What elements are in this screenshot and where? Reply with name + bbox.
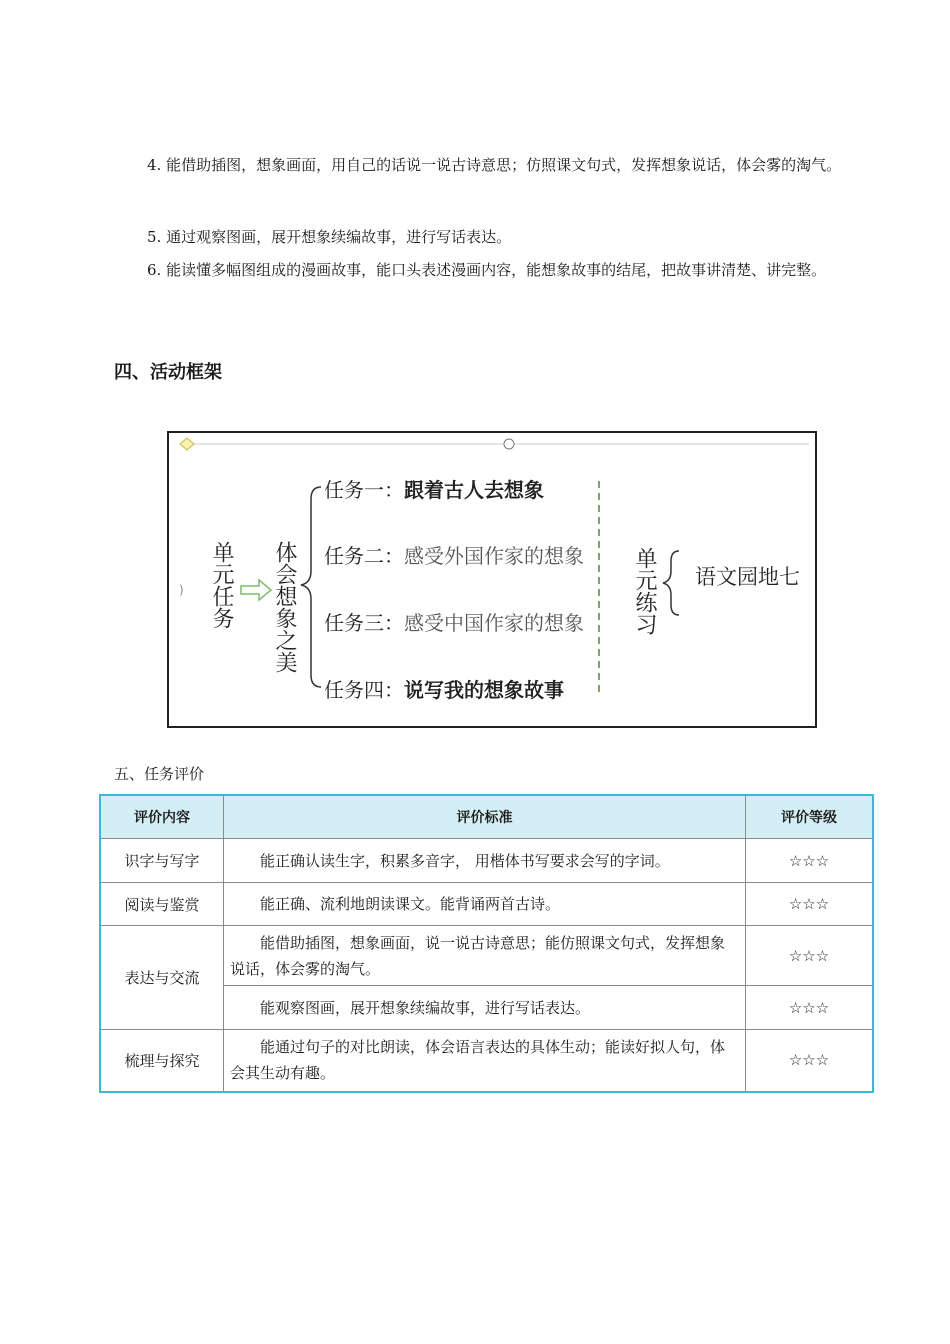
table-header-row — [100, 795, 873, 839]
row-standard: 能正确、流利地朗读课文。能背诵两首古诗。 — [224, 883, 746, 926]
row-grade: ☆☆☆ — [746, 839, 874, 883]
task-3: 任务三：感受中国作家的想象 — [324, 611, 584, 635]
row-standard: 能借助插图，想象画面，说一说古诗意思；能仿照课文句式，发挥想象说话，体会雾的淘气。 — [224, 926, 746, 986]
theme-label: 体会想象之美 — [272, 541, 297, 673]
section-5-heading: 五、任务评价 — [114, 765, 205, 783]
objective-6: 6. 能读懂多幅图组成的漫画故事，能口头表述漫画内容，能想象故事的结尾，把故事讲清楚、讲完整。 — [147, 261, 827, 279]
header-standard: 评价标准 — [224, 795, 746, 839]
objective-4: 4. 能借助插图，想象画面，用自己的话说一说古诗意思；仿照课文句式，发挥想象说话，体会雾的淘气。 — [147, 156, 842, 174]
row-content: 识字与写字 — [100, 839, 224, 883]
table-row — [100, 926, 873, 986]
row-content: 表达与交流 — [100, 926, 224, 1030]
table-row — [100, 839, 873, 883]
practice-item: 语文园地七 — [695, 565, 800, 589]
task-1: 任务一：跟着古人去想象 — [324, 478, 544, 502]
unit-practice-label: 单元练习 — [632, 547, 657, 635]
arrow-right-icon — [241, 580, 271, 600]
objective-5: 5. 通过观察图画，展开想象续编故事，进行写话表达。 — [147, 228, 512, 246]
diamond-handle-icon — [180, 438, 194, 450]
task-4: 任务四：说写我的想象故事 — [324, 678, 564, 702]
task-2: 任务二：感受外国作家的想象 — [324, 544, 584, 568]
practice-brace — [663, 551, 679, 615]
row-content: 梳理与探究 — [100, 1030, 224, 1092]
row-standard: 能正确认读生字，积累多音字， 用楷体书写要求会写的字词。 — [224, 839, 746, 883]
row-grade: ☆☆☆ — [746, 986, 874, 1030]
table-row — [100, 1030, 873, 1092]
row-grade: ☆☆☆ — [746, 1030, 874, 1092]
row-grade: ☆☆☆ — [746, 883, 874, 926]
row-standard: 能观察图画，展开想象续编故事，进行写话表达。 — [224, 986, 746, 1030]
activity-framework-diagram — [167, 431, 817, 728]
unit-task-label: 单元任务 — [209, 541, 234, 629]
row-content: 阅读与鉴赏 — [100, 883, 224, 926]
row-grade: ☆☆☆ — [746, 926, 874, 986]
header-content: 评价内容 — [100, 795, 224, 839]
tasks-brace — [301, 487, 321, 687]
table-row — [100, 883, 873, 926]
row-standard: 能通过句子的对比朗读，体会语言表达的具体生动；能读好拟人句，体会其生动有趣。 — [224, 1030, 746, 1092]
circle-handle-icon — [504, 439, 514, 449]
section-4-heading: 四、活动框架 — [114, 362, 222, 383]
task-evaluation-table — [99, 794, 874, 1093]
header-grade: 评价等级 — [746, 795, 874, 839]
handle-glyph: ) — [179, 583, 184, 597]
